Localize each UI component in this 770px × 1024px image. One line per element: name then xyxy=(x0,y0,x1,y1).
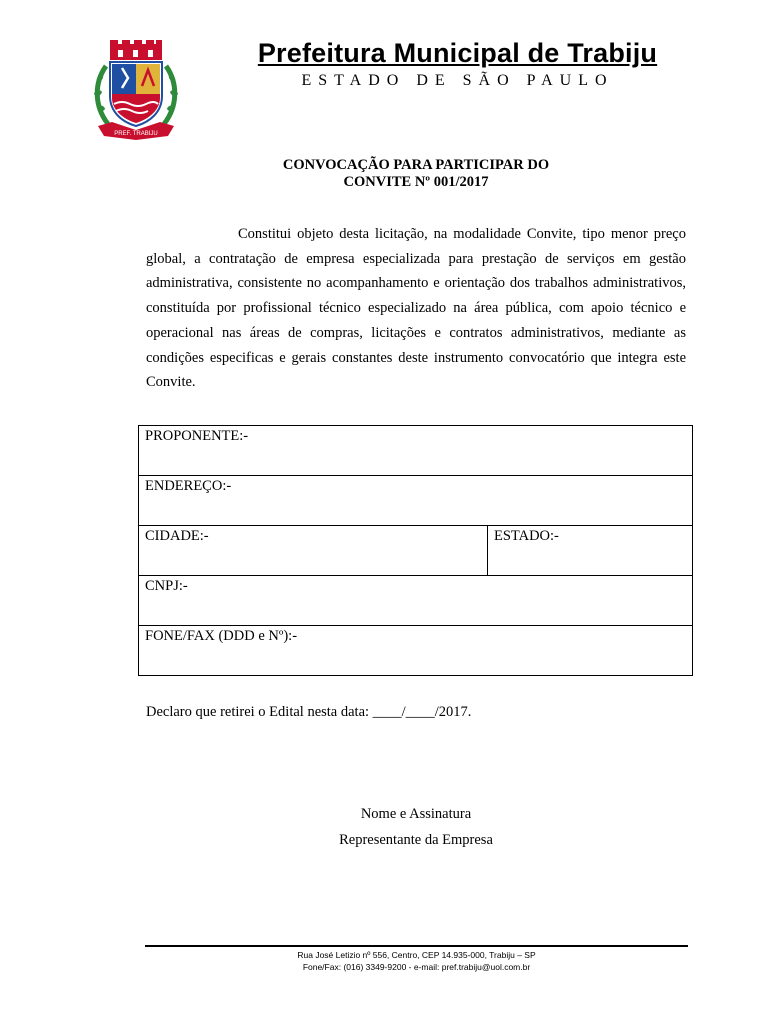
cnpj-label: CNPJ:- xyxy=(145,578,188,594)
document-title xyxy=(145,157,687,191)
municipality-title: Prefeitura Municipal de Trabiju xyxy=(257,38,658,68)
bidder-form xyxy=(138,425,693,676)
estado-label: ESTADO:- xyxy=(494,528,559,544)
signature-name-label: Nome e Assinatura xyxy=(360,806,472,822)
footer-divider xyxy=(145,945,688,947)
cnpj-field[interactable] xyxy=(139,576,693,626)
proponente-field[interactable] xyxy=(139,426,693,476)
signature-role-label: Representante da Empresa xyxy=(339,832,493,848)
cidade-field[interactable] xyxy=(139,526,488,576)
document-title-line1: CONVOCAÇÃO PARA PARTICIPAR DO xyxy=(282,157,550,173)
document-title-line2: CONVITE Nº 001/2017 xyxy=(343,174,489,190)
cidade-label: CIDADE:- xyxy=(145,528,209,544)
fone-fax-field[interactable] xyxy=(139,626,693,676)
proponente-label: PROPONENTE:- xyxy=(145,428,249,444)
endereco-label: ENDEREÇO:- xyxy=(145,478,232,494)
fone-fax-label: FONE/FAX (DDD e Nº):- xyxy=(145,628,298,644)
coat-of-arms-icon xyxy=(92,38,180,140)
estado-field[interactable] xyxy=(488,526,693,576)
crest-ribbon-text: PREF. TRABIJU xyxy=(114,131,158,137)
footer-contact: Fone/Fax: (016) 3349-9200 - e-mail: pref.trabiju@uol.com.br xyxy=(302,962,531,972)
withdrawal-declaration: Declaro que retirei o Edital nesta data: ____/____/2017. xyxy=(146,704,472,720)
footer-address: Rua José Letizio nº 556, Centro, CEP 14.935-000, Trabiju – SP xyxy=(297,950,536,960)
object-description: Constitui objeto desta licitação, na modalidade Convite, tipo menor preço global, a contratação de empresa especializada para prestação de serviços em gestão administrativa, consistente no acompanhamento e orientação dos trabalhos administrativos, constituída por profissional técnico especializado na área pública, com apoio técnico e operacional nas áreas de compras, licitações e contratos administrativos, mediante as condições especificas e gerais constantes deste instrumento convocatório que integra este Convite. xyxy=(146,226,686,391)
state-subtitle: ESTADO DE SÃO PAULO xyxy=(301,72,614,89)
endereco-field[interactable] xyxy=(139,476,693,526)
